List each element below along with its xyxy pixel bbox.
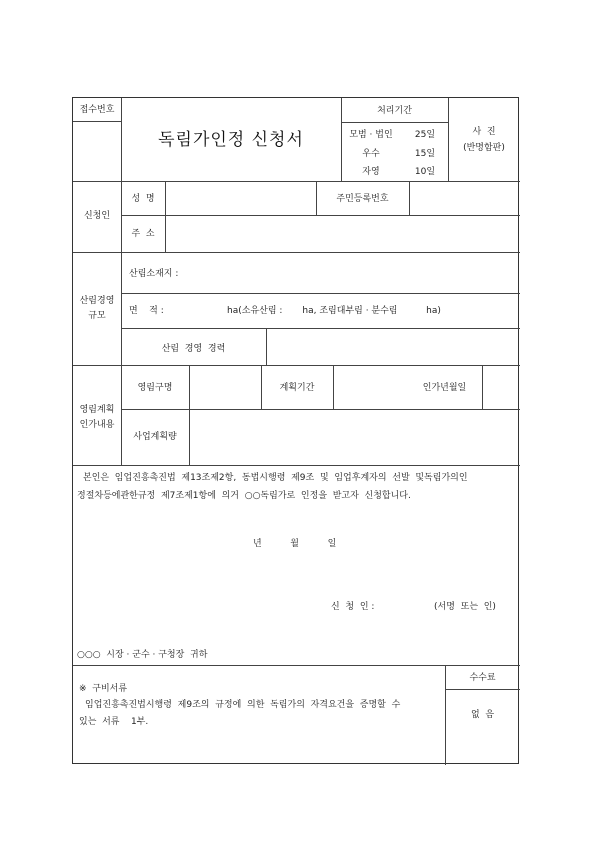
divider	[409, 181, 410, 215]
application-form	[72, 97, 519, 764]
divider	[73, 252, 520, 253]
period-days-1: 25일	[414, 130, 436, 140]
divider	[121, 215, 520, 216]
period-type-3: 자영	[362, 167, 380, 177]
period-days-3: 10일	[414, 167, 436, 177]
signature-note: (서명 또는 인)	[434, 602, 496, 612]
period-type-1: 모범 · 법인	[349, 130, 393, 140]
divider	[73, 181, 520, 182]
period-days-2: 15일	[414, 149, 436, 159]
divider	[482, 365, 483, 409]
approval-date-label: 인가년월일	[422, 383, 467, 393]
name-field[interactable]	[167, 183, 314, 213]
management-experience-field[interactable]	[269, 330, 518, 363]
divider	[189, 365, 190, 465]
forest-location-label: 산림소재지 :	[129, 269, 179, 279]
resident-number-field[interactable]	[411, 183, 518, 213]
period-type-2: 우수	[362, 149, 380, 159]
photo-label: 사 진	[472, 127, 496, 137]
divider	[445, 689, 520, 690]
application-date: 년 월 일	[253, 539, 337, 549]
applicant-section-label: 신청인	[83, 211, 111, 221]
divider	[333, 365, 334, 409]
required-documents-line-2: 있는 서류 1부.	[79, 717, 149, 727]
addressee: ○○○ 시장 · 군수 · 구청장 귀하	[77, 650, 208, 660]
signature-label: 신 청 인 :	[331, 602, 375, 612]
plan-section-label-2: 인가내용	[79, 420, 115, 430]
divider	[165, 181, 166, 252]
approval-date-field[interactable]	[484, 367, 518, 407]
divider	[73, 365, 520, 366]
work-plan-field[interactable]	[191, 411, 518, 463]
divider	[121, 98, 122, 465]
divider	[266, 328, 267, 365]
photo-size-label: (반명함판)	[463, 143, 505, 153]
photo-box[interactable]	[448, 98, 520, 181]
divider	[73, 665, 520, 666]
area-label: 면 적 :	[129, 306, 164, 316]
required-documents-heading: ※ 구비서류	[79, 684, 128, 694]
area-detail: ha(소유산림 : ha, 조림대부림 · 분수림 ha)	[227, 306, 441, 316]
forest-scale-section-label-2: 규모	[88, 311, 106, 321]
divider	[121, 293, 520, 294]
divider	[73, 465, 520, 466]
divider	[121, 328, 520, 329]
forest-division-field[interactable]	[191, 367, 259, 407]
divider	[73, 121, 121, 122]
required-documents-line-1: 임업진흥촉진법시행령 제9조의 규정에 의한 독림가의 자격요건을 증명할 수	[85, 700, 401, 710]
divider	[341, 122, 448, 123]
receipt-number-label: 접수번호	[79, 105, 115, 115]
form-title: 독림가인정 신청서	[158, 130, 304, 150]
plan-period-field[interactable]	[335, 367, 405, 407]
forest-scale-section-label: 산림경영	[79, 296, 115, 306]
resident-number-label: 주민등록번호	[336, 194, 389, 204]
fee-value: 없 음	[470, 710, 495, 720]
fee-label: 수수료	[469, 673, 496, 683]
plan-period-label: 계획기간	[279, 383, 315, 393]
management-experience-label: 산림 경영 경력	[161, 344, 226, 354]
declaration-text-line-2: 정절차등에관한규정 제7조제1항에 의거 ○○독림가로 인정을 받고자 신청합니다.	[77, 491, 411, 501]
work-plan-label: 사업계획량	[133, 432, 177, 442]
processing-period-label: 처리기간	[377, 106, 412, 116]
address-field[interactable]	[167, 217, 518, 250]
forest-division-label: 영림구명	[137, 383, 173, 393]
address-label: 주 소	[131, 229, 155, 239]
declaration-text-line-1: 본인은 임업진흥촉진법 제13조제2항, 동법시행령 제9조 및 임업후계자의 선발 및독림가의인	[83, 473, 468, 483]
name-label: 성 명	[131, 194, 155, 204]
divider	[121, 409, 520, 410]
plan-section-label: 영림계획	[79, 405, 115, 415]
